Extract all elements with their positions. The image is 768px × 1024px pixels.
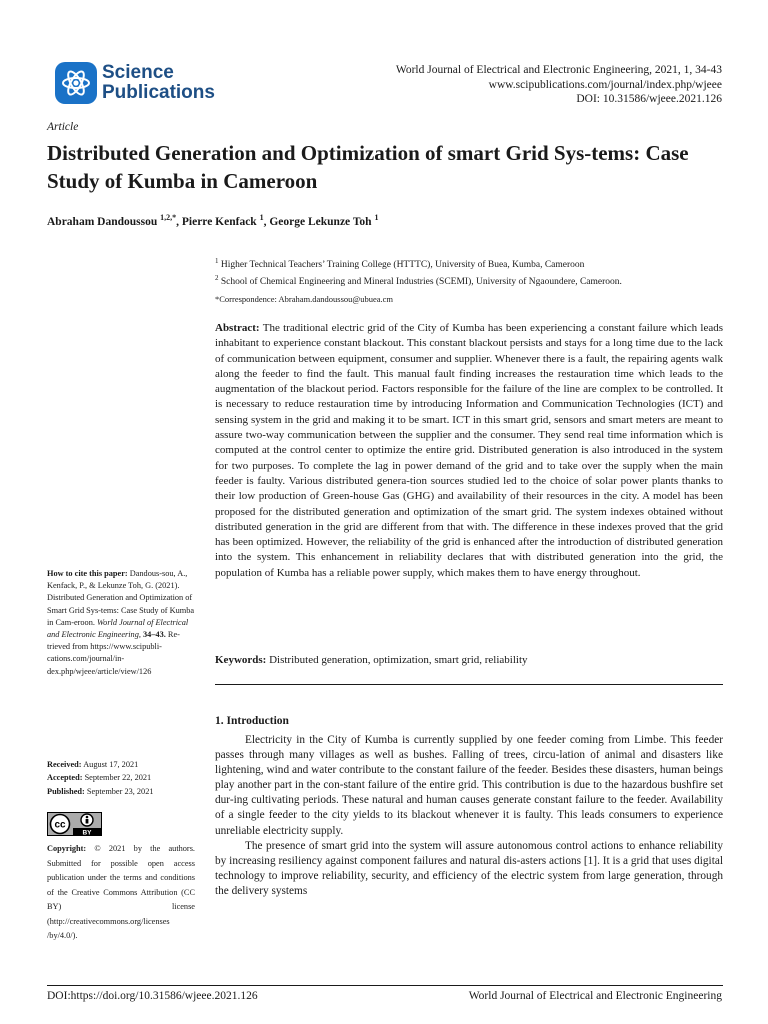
footer-divider (47, 985, 723, 986)
cite-retrieved[interactable]: Re-trieved from https://www.scipubli-cations.com/journal/in-dex.php/wjeee/article/view/126 (47, 630, 180, 676)
copyright-label: Copyright: (47, 844, 87, 853)
copyright-text: © 2021 by the authors. Submitted for possible open access publication under the terms and conditions of the Creative Commons Attribution (CC BY) license (http://creativecommons.org/licenses /by/4.0/). (47, 844, 195, 940)
author-affil-mark: 1,2,* (160, 213, 177, 222)
keywords-text: Distributed generation, optimization, smart grid, reliability (269, 654, 528, 666)
cc-by-icon[interactable] (47, 812, 102, 836)
correspondence: *Correspondence: Abraham.dandoussou@ubuea.cm (215, 294, 394, 304)
journal-citation-line: World Journal of Electrical and Electronic Engineering, 2021, 1, 34-43 (395, 64, 722, 76)
cite-text: Dandous-sou, A., Kenfack, P., & Lekunze Toh, G. (2021). Distributed Generation and Optimization of Smart Grid Sys-tems: Case Study of Kumba in Cam-eroon. (47, 569, 195, 627)
journal-url[interactable]: www.scipublications.com/journal/index.php/wjeee (488, 78, 722, 91)
citation-box (47, 568, 195, 678)
date-label: Received: (47, 760, 82, 769)
logo-text (102, 63, 215, 103)
author-list (47, 213, 378, 228)
cite-label: How to cite this paper: (47, 569, 128, 578)
logo-line-2: Publications (102, 82, 215, 103)
date-received (47, 758, 154, 771)
publication-dates (47, 758, 154, 798)
author-name: Pierre Kenfack (181, 215, 257, 228)
cite-journal: World Journal of Electrical and Electronic Engineering, (47, 617, 189, 640)
abstract-text: The traditional electric grid of the City of Kumba has been experiencing a constant failure which leads inhabitant to experience constant blackout. This constant blackout persists and stays for a long time due to the lack of communication between equipment, consumer and supplier. Whenever there is a fault, the repairing agents walk along the feeder to find the fault. This manual fault finding increases the restauration time which leads to the augmentation of the blackout period. Factors responsible for the failure of the line are complex to be controlled. It is necessary to reduce restauration time by introducing Information and Communication Technologies (ICT) and sensing system in the grid and making it to be smart. ICT in this smart grid, sensors and smart meters are meant to assure two-way communication between the supplier and the consumer. They send real time information which is computed at the control center to optimize the entire grid. Distributed generation is also introduced in the system for two purposes. To complete the lag in power demand of the grid and to take over the supply when the main feeder is faulty. Various distributed genera-tion sources studied led to the choice of solar power plants thanks to their low production of Green-house Gas (GHG) and availability of their resources in the city. A model has been proposed for the distributed generation and optimization of the smart grid. The system indexes obtained without distributed generation in the grid are different from that with. The difference in these indexes proved that the grid has been optimized. However, the reliability of the grid is enhanced after the introduction of distributed generation into the system. This enhancement in reliability declares that with distributed generation into the grid, the population of Kumba has a reliable power supply, which makes them to have energy throughout. (215, 322, 723, 579)
affiliation (215, 255, 584, 271)
copyright-notice (47, 842, 195, 944)
keywords (215, 654, 723, 666)
paragraph: The presence of smart grid into the system will assure autonomous control actions to enhance reliability by increasing resiliency against component failures and natural dis-asters actions [1]. It is a grid that uses digital technology to improve reliability, security, and efficiency of the electric system from large generation, through the delivery systems (215, 839, 723, 897)
cc-label: cc (54, 819, 66, 831)
abstract (215, 321, 723, 581)
date-value: September 22, 2021 (84, 773, 152, 783)
date-label: Accepted: (47, 773, 83, 783)
author-affil-mark: 1 (374, 213, 379, 222)
article-type: Article (47, 121, 79, 133)
affiliation-text: Higher Technical Teachers’ Training College (HTTTC), University of Buea, Kumba, Cameroon (220, 260, 585, 271)
author-affil-mark: 1 (259, 213, 264, 222)
section-heading: 1. Introduction (215, 715, 289, 727)
cite-pages: 34–43. (143, 630, 166, 640)
author-separator: , (263, 215, 270, 228)
journal-info (396, 63, 722, 107)
affiliation-number: 2 (215, 274, 219, 282)
cc-by-label: BY (82, 829, 92, 836)
paragraph: Electricity in the City of Kumba is currently supplied by one feeder coming from Limbe. This feeder passes through many villages as well as bushes. Falling of trees, circu-lation of animal and disasters like lightening, wind and water contribute to the constant failure of the feeder. Besides these disasters, human beings play another part in the con-stant failure of the entire grid. This contribution is due to the hazardous bushfire set dur-ing cultivating periods. These natural and human causes generate constant failure to the feeder. Availability of a single feeder to the city yields to its blackout whenever it is faulty. This leads consumers to experience unreliable electricity supply. (215, 734, 723, 837)
date-accepted (47, 771, 154, 784)
publisher-logo (55, 62, 245, 104)
author-name: George Lekunze Toh (269, 215, 372, 228)
date-label: Published: (47, 786, 85, 796)
section-divider (215, 684, 723, 685)
keywords-label: Keywords: (215, 654, 267, 666)
date-value: September 23, 2021 (86, 786, 154, 796)
author-separator: , (176, 215, 182, 228)
atom-icon (55, 62, 97, 104)
author-name: Abraham Dandoussou (47, 215, 158, 228)
article-title: Distributed Generation and Optimization of smart Grid Sys-tems: Case Study of Kumba in Cameroon (47, 141, 689, 193)
logo-line-1: Science (102, 62, 174, 83)
body-text (215, 733, 723, 899)
abstract-label: Abstract: (215, 322, 260, 334)
affiliation (215, 272, 622, 288)
date-published (47, 785, 154, 798)
affiliation-number: 1 (215, 257, 219, 265)
journal-doi: DOI: 10.31586/wjeee.2021.126 (576, 93, 722, 105)
footer-journal: World Journal of Electrical and Electronic Engineering (468, 990, 722, 1002)
footer-doi[interactable]: DOI:https://doi.org/10.31586/wjeee.2021.126 (47, 990, 258, 1002)
affiliation-text: School of Chemical Engineering and Mineral Industries (SCEMI), University of Ngaoundere, Cameroon. (220, 277, 622, 288)
date-value: August 17, 2021 (83, 760, 139, 769)
